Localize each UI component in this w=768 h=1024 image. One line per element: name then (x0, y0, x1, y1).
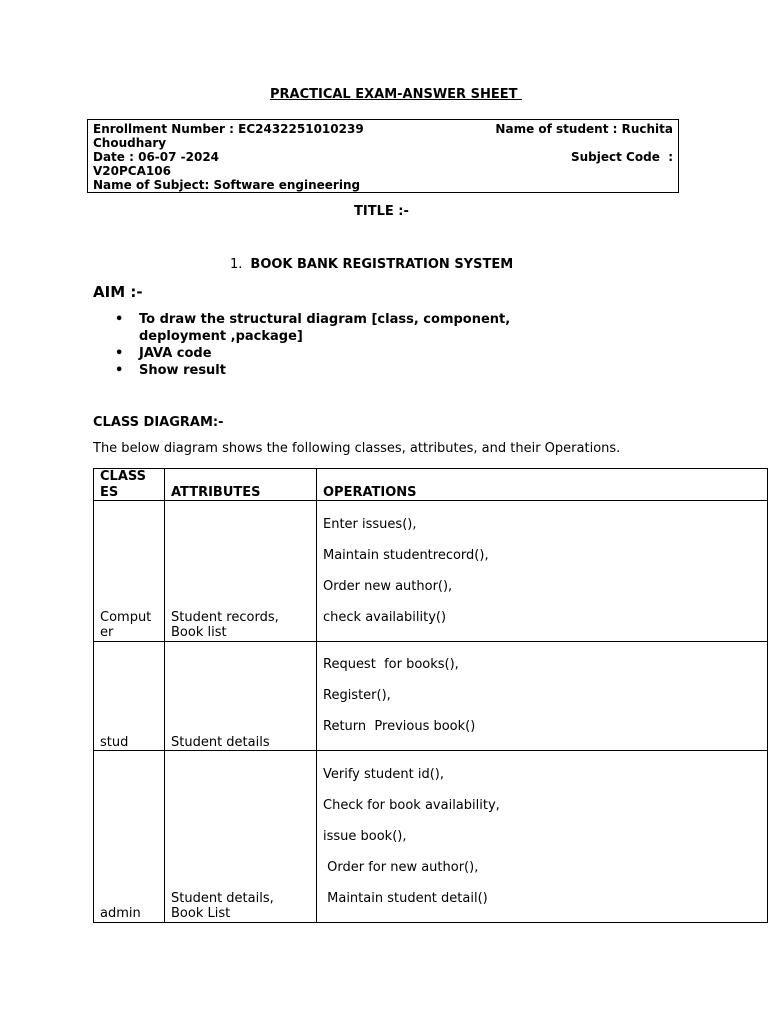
operation: Enter issues(), (323, 516, 417, 532)
table-row (94, 501, 768, 642)
aim-item-text: To draw the structural diagram [class, component, deployment ,package] (139, 312, 511, 344)
section-heading (230, 257, 513, 272)
aim-item (115, 311, 555, 345)
header-attributes: ATTRIBUTES (165, 469, 317, 501)
exam-date: Date : 06-07 -2024 (93, 150, 220, 164)
section-number: 1. (230, 257, 243, 272)
class-attributes: Student details (165, 641, 317, 751)
classes-table (93, 468, 768, 923)
operation: Maintain studentrecord(), (323, 547, 489, 563)
student-name: Name of student : Ruchita (495, 122, 673, 136)
enrollment-number: Enrollment Number : EC2432251010239 (93, 122, 364, 136)
title-label: TITLE :- (354, 204, 409, 219)
student-name-continued: Choudhary (93, 136, 167, 150)
class-diagram-intro: The below diagram shows the following classes, attributes, and their Operations. (93, 441, 621, 456)
table-row (94, 641, 768, 751)
aim-item (115, 362, 555, 379)
operation: issue book(), (323, 828, 407, 844)
class-diagram-heading: CLASS DIAGRAM:- (93, 415, 224, 430)
operation: Verify student id(), (323, 766, 444, 782)
section-title: BOOK BANK REGISTRATION SYSTEM (250, 257, 514, 272)
aim-item-text: Show result (139, 363, 226, 378)
operation: Order for new author(), (323, 859, 479, 875)
bullet-icon: • (115, 346, 124, 361)
page-title: PRACTICAL EXAM-ANSWER SHEET (269, 87, 522, 102)
class-operations (317, 751, 768, 923)
info-row-date (93, 150, 673, 164)
aim-item (115, 345, 555, 362)
aim-item-text: JAVA code (139, 346, 212, 361)
class-name: stud (94, 641, 165, 751)
operation: check availability() (323, 609, 447, 625)
operation: Request for books(), (323, 657, 459, 672)
table-row (94, 751, 768, 923)
class-operations (317, 641, 768, 751)
header-classes: CLASS ES (94, 469, 165, 501)
student-info-box (87, 119, 679, 193)
class-attributes: Student details, Book List (165, 751, 317, 923)
aim-label: AIM :- (93, 283, 143, 301)
operation: Register(), (323, 688, 391, 703)
operation: Check for book availability, (323, 797, 500, 813)
subject-code-label: Subject Code : (571, 150, 673, 164)
class-name: admin (94, 751, 165, 923)
operation: Order new author(), (323, 578, 453, 594)
header-operations: OPERATIONS (317, 469, 768, 501)
subject-name: Name of Subject: Software engineering (93, 178, 361, 192)
table-header-row (94, 469, 768, 501)
subject-code-value: V20PCA106 (93, 164, 171, 178)
aim-list (115, 311, 555, 379)
bullet-icon: • (115, 312, 124, 327)
operation: Return Previous book() (323, 719, 476, 734)
class-operations (317, 501, 768, 642)
info-row-enrollment (93, 122, 673, 136)
class-name: Comput er (94, 501, 165, 642)
class-attributes: Student records, Book list (165, 501, 317, 642)
operation: Maintain student detail() (323, 890, 488, 906)
bullet-icon: • (115, 363, 124, 378)
